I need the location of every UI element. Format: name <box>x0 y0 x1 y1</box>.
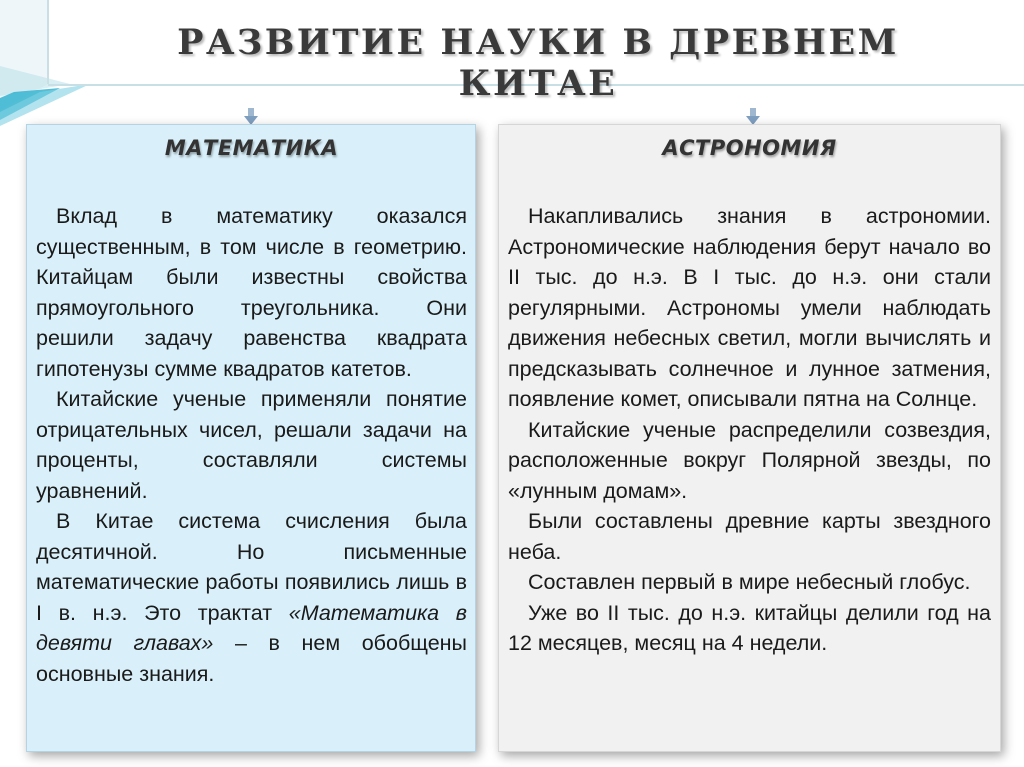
math-text <box>36 201 467 689</box>
astronomy-heading: АСТРОНОМИЯ <box>662 136 837 160</box>
astronomy-panel <box>498 124 1001 752</box>
math-heading: МАТЕМАТИКА <box>164 136 339 160</box>
math-text-segment: – в нем обобщены основные знания. <box>36 631 467 686</box>
math-paragraph: Вклад в математику оказался существенным, в том числе в геометрию. Китайцам были известны свойства прямоугольного треугольника. Они решили задачу равенства квадрата гипотенузы сумме квадратов катетов. <box>36 204 467 381</box>
astronomy-paragraph: Составлен первый в мире небесный глобус. <box>528 570 971 594</box>
math-text-segment: В Китае система счисления была десятичной. Но письменные математические работы появились лишь в I в. н.э. Это трактат <box>36 509 467 625</box>
astronomy-paragraph: Уже во II тыс. до н.э. китайцы делили год на 12 месяцев, месяц на 4 недели. <box>508 600 991 655</box>
math-paragraph <box>36 506 467 689</box>
page-title: РАЗВИТИЕ НАУКИ В ДРЕВНЕМ КИТАЕ <box>177 22 899 104</box>
astronomy-paragraph: Китайские ученые распределили созвездия, расположенные вокруг Полярной звезды, по «лунным домам». <box>508 417 991 503</box>
astronomy-paragraph: Были составлены древние карты звездного неба. <box>508 509 991 564</box>
astronomy-text <box>508 201 991 659</box>
astronomy-paragraph: Накапливались знания в астрономии. Астрономические наблюдения берут начало во II тыс. до н.э. В I тыс. до н.э. они стали регулярными. Астрономы умели наблюдать движения небесных светил, могли вычислять и предсказывать солнечное и лунное затмения, появление комет, описывали пятна на Солнце. <box>508 204 991 411</box>
math-panel <box>26 124 476 752</box>
treatise-title: «Математика в девяти главах» <box>36 600 467 655</box>
math-paragraph: Китайские ученые применяли понятие отрицательных чисел, решали задачи на проценты, составляли системы уравнений. <box>36 387 467 503</box>
